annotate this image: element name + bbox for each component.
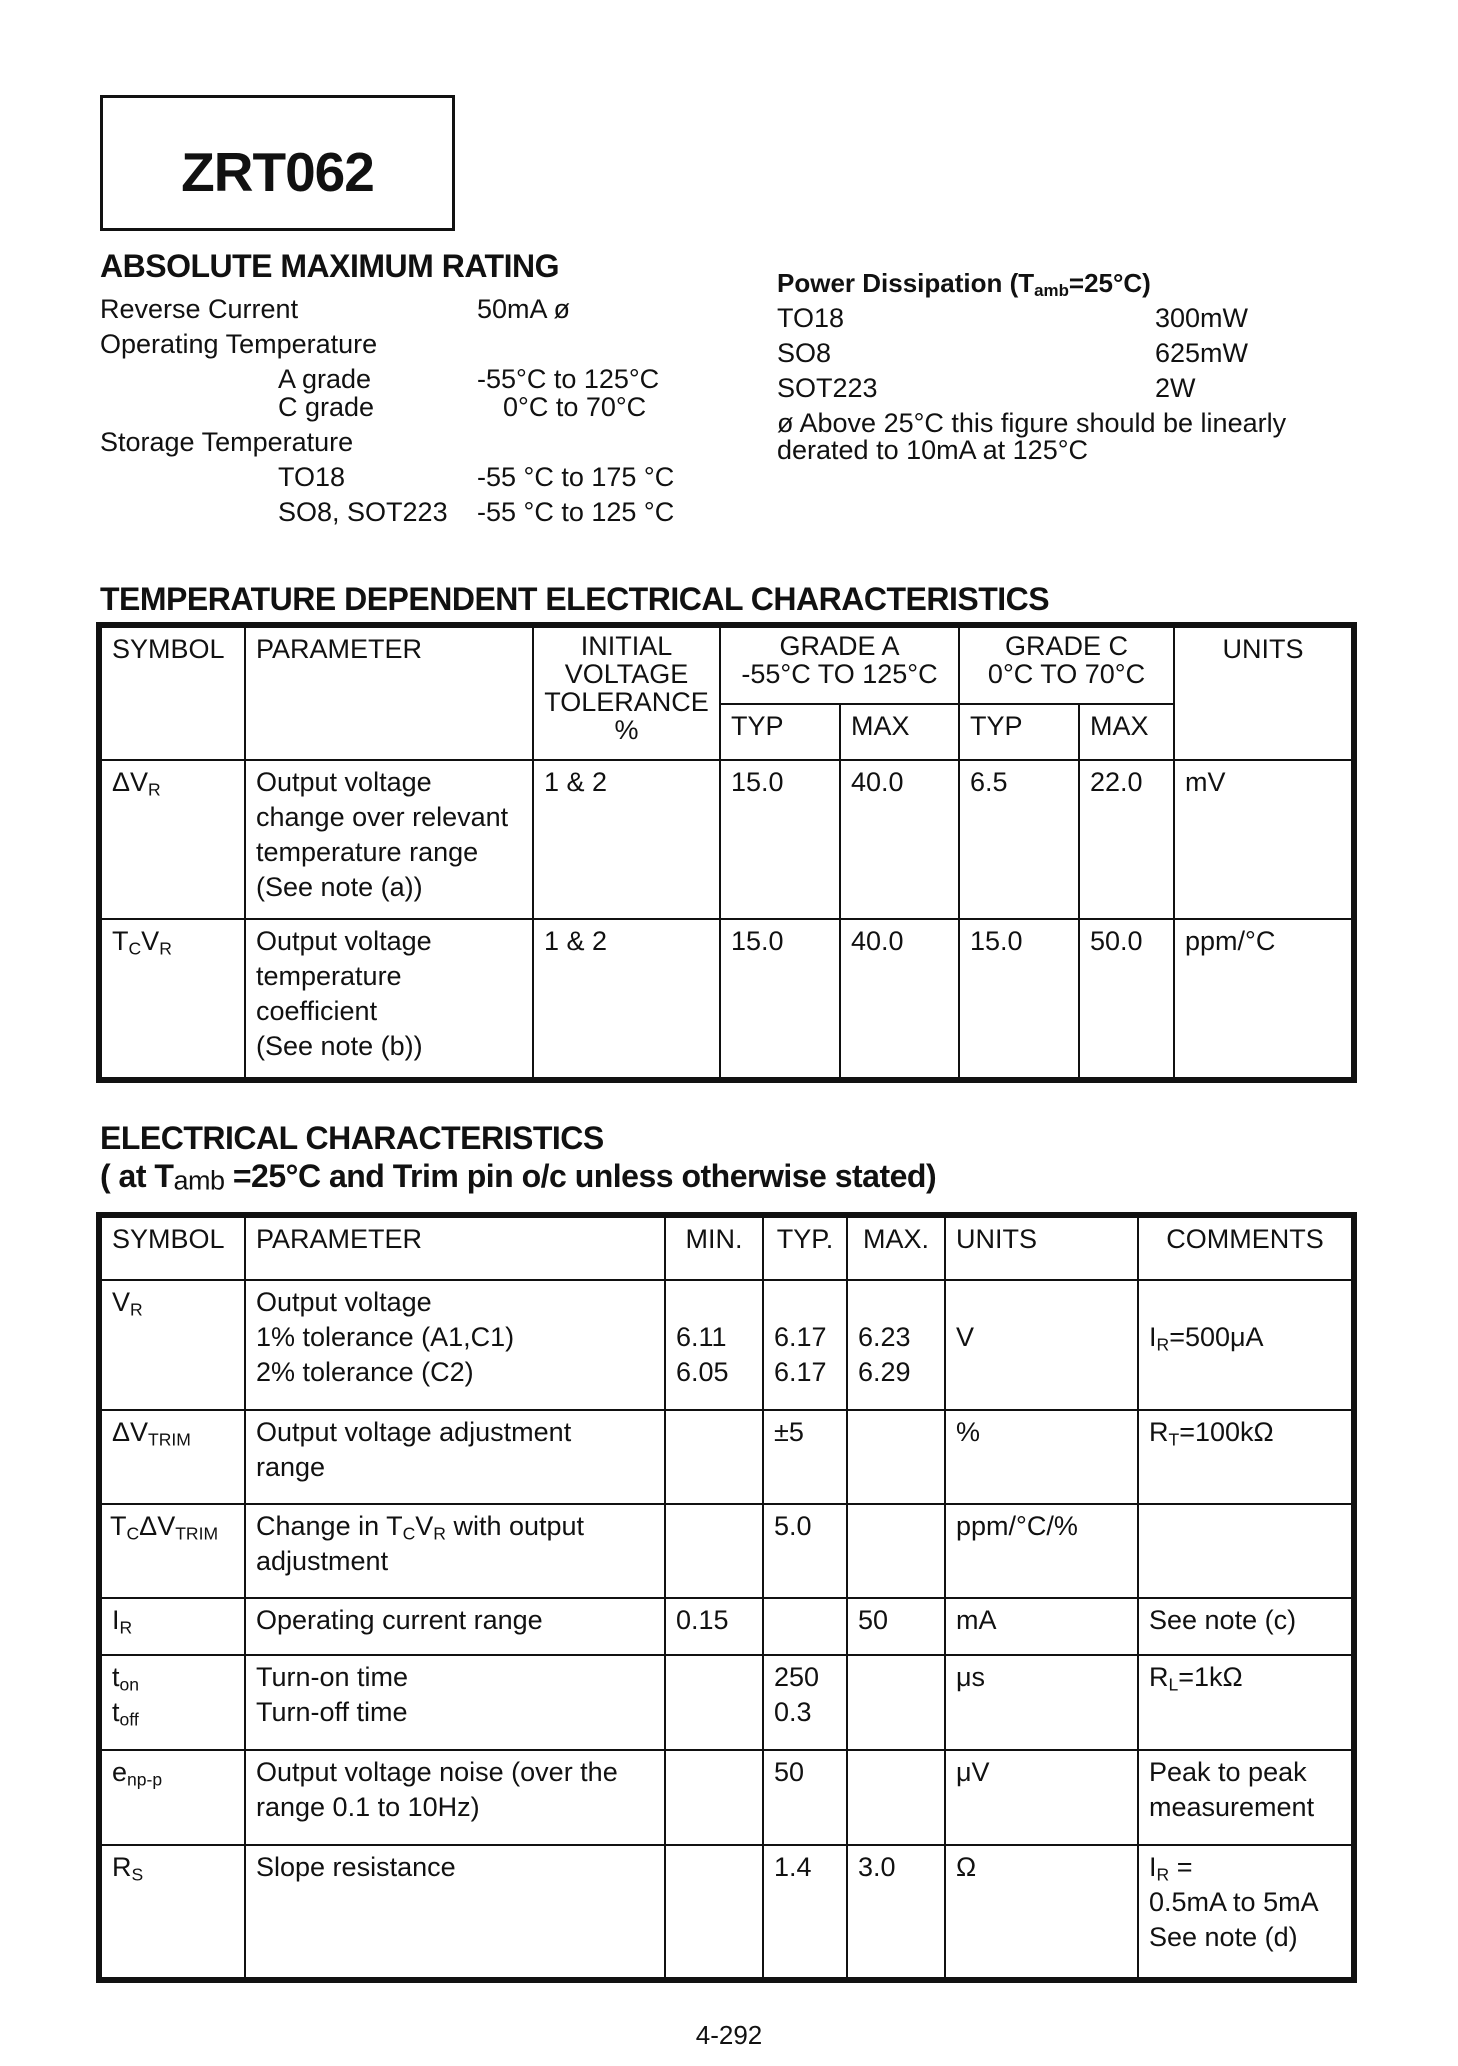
part-number: ZRT062: [181, 141, 374, 203]
power-row-pkg: TO18: [777, 303, 845, 333]
max-cell: [847, 1655, 945, 1750]
value-cell: 6.5: [959, 760, 1079, 919]
header-grade-a-max: MAX: [840, 704, 959, 760]
max-cell: 3.0: [847, 1845, 945, 1978]
symbol-tc-vr: $T_CV_R$: [101, 919, 245, 1078]
symbol-rs: $R_S$: [101, 1845, 245, 1978]
header-grade-a: GRADE A -55°C TO 125°C: [720, 627, 959, 704]
min-cell: [665, 1504, 763, 1598]
temp-table-heading: TEMPERATURE DEPENDENT ELECTRICAL CHARACTERISTICS: [100, 581, 1050, 617]
symbol-delta-vtrim: $\Delta V_{TRIM}$: [101, 1410, 245, 1504]
units-cell: μs: [945, 1655, 1138, 1750]
symbol-tc-delta-vtrim: $T_C\Delta V_{TRIM}$: [101, 1504, 245, 1598]
power-row-val: 300mW: [1155, 303, 1249, 333]
symbol-ir: $I_R$: [101, 1598, 245, 1655]
comment-cell: $R_L=1k\Omega$: [1138, 1655, 1352, 1750]
units-cell: %: [945, 1410, 1138, 1504]
parameter-cell: Operating current range: [245, 1598, 665, 1655]
header-max: MAX.: [847, 1217, 945, 1280]
temp-characteristics-table: [100, 626, 1353, 1079]
comment-cell: $I_R$ = 0.5mA to 5mA See note (d): [1138, 1845, 1352, 1978]
units-cell: ppm/°C/%: [945, 1504, 1138, 1598]
typ-cell: 50: [763, 1750, 847, 1845]
table-row: [101, 1504, 1352, 1598]
comment-cell: $I_R=500\mu A$: [1138, 1280, 1352, 1410]
power-heading: Power Dissipation $(T_{amb}=25^\circ C)$: [777, 268, 1151, 301]
header-grade-a-typ: TYP: [720, 704, 840, 760]
typ-cell: [763, 1598, 847, 1655]
power-row-val: 2W: [1155, 373, 1196, 403]
units-cell: V: [945, 1280, 1138, 1410]
tolerance-cell: 1 & 2: [533, 919, 720, 1078]
table-row: [101, 1750, 1352, 1845]
comment-cell: See note (c): [1138, 1598, 1352, 1655]
header-grade-c: GRADE C 0°C TO 70°C: [959, 627, 1174, 704]
c-grade-label: C grade: [278, 392, 375, 422]
header-parameter: PARAMETER: [245, 1217, 665, 1280]
table-row: [101, 1845, 1352, 1978]
table-row: [101, 1410, 1352, 1504]
units-cell: ppm/°C: [1174, 919, 1352, 1078]
parameter-cell: Output voltage temperature coefficient (See note (b)): [245, 919, 533, 1078]
power-row-val: 625mW: [1155, 338, 1249, 368]
min-cell: [665, 1750, 763, 1845]
value-cell: 22.0: [1079, 760, 1174, 919]
so8-value: -55 °C to 125 °C: [477, 497, 675, 527]
units-cell: Ω: [945, 1845, 1138, 1978]
min-cell: [665, 1655, 763, 1750]
derating-note: ø Above 25°C this figure should be linearly derated to 10mA at 125°C: [777, 408, 1287, 465]
part-number-box: [100, 95, 455, 231]
comment-cell: Peak to peak measurement: [1138, 1750, 1352, 1845]
table-row: [101, 919, 1352, 1078]
parameter-cell: Output voltage adjustment range: [245, 1410, 665, 1504]
operating-temp-label: Operating Temperature: [100, 329, 378, 359]
max-cell: [847, 1750, 945, 1845]
max-cell: 6.23 6.29: [847, 1280, 945, 1410]
c-grade-value: 0°C to 70°C: [503, 392, 647, 422]
page-number: 4-292: [695, 2020, 763, 2050]
power-row-pkg: SO8: [777, 338, 832, 368]
absmax-heading: ABSOLUTE MAXIMUM RATING: [100, 248, 559, 284]
header-tolerance: INITIAL VOLTAGE TOLERANCE %: [533, 627, 720, 760]
power-row-pkg: SOT223: [777, 373, 878, 403]
min-cell: [665, 1410, 763, 1504]
to18-value: -55 °C to 175 °C: [477, 462, 675, 492]
header-symbol: SYMBOL: [101, 1217, 245, 1280]
header-comments: COMMENTS: [1138, 1217, 1352, 1280]
min-cell: 0.15: [665, 1598, 763, 1655]
storage-temp-label: Storage Temperature: [100, 427, 354, 457]
table-row: [101, 1598, 1352, 1655]
value-cell: 15.0: [959, 919, 1079, 1078]
value-cell: 40.0: [840, 919, 959, 1078]
electrical-characteristics-table: [100, 1216, 1353, 1979]
typ-cell: 1.4: [763, 1845, 847, 1978]
to18-label: TO18: [278, 462, 346, 492]
parameter-cell: Output voltage noise (over the range 0.1 to 10Hz): [245, 1750, 665, 1845]
typ-cell: 6.17 6.17: [763, 1280, 847, 1410]
so8-label: SO8, SOT223: [278, 497, 448, 527]
header-grade-c-max: MAX: [1079, 704, 1174, 760]
table-row: [101, 1655, 1352, 1750]
symbol-enpp: $e_{np-p}$: [101, 1750, 245, 1845]
table-row: [101, 760, 1352, 919]
max-cell: [847, 1504, 945, 1598]
units-cell: μV: [945, 1750, 1138, 1845]
parameter-cell: Output voltage 1% tolerance (A1,C1) 2% tolerance (C2): [245, 1280, 665, 1410]
tolerance-cell: 1 & 2: [533, 760, 720, 919]
max-cell: 50: [847, 1598, 945, 1655]
reverse-current-value: 50mA ø: [477, 294, 571, 324]
typ-cell: 5.0: [763, 1504, 847, 1598]
symbol-ton-toff: $t_{on}$ $t_{off}$: [101, 1655, 245, 1750]
value-cell: 15.0: [720, 760, 840, 919]
reverse-current-label: Reverse Current: [100, 294, 299, 324]
min-cell: 6.11 6.05: [665, 1280, 763, 1410]
parameter-cell: Turn-on time Turn-off time: [245, 1655, 665, 1750]
typ-cell: 250 0.3: [763, 1655, 847, 1750]
parameter-cell: Change in $T_CV_R$ with output adjustment: [245, 1504, 665, 1598]
min-cell: [665, 1845, 763, 1978]
header-units: UNITS: [945, 1217, 1138, 1280]
header-symbol: SYMBOL: [101, 627, 245, 760]
parameter-cell: Slope resistance: [245, 1845, 665, 1978]
header-units: UNITS: [1174, 627, 1352, 760]
header-typ: TYP.: [763, 1217, 847, 1280]
value-cell: 50.0: [1079, 919, 1174, 1078]
comment-cell: $R_T=100k\Omega$: [1138, 1410, 1352, 1504]
table-row: [101, 1280, 1352, 1410]
symbol-vr: $V_R$: [101, 1280, 245, 1410]
symbol-delta-vr: $\Delta V_R$: [101, 760, 245, 919]
elec-subheading: ( at $T_{amb} =25^\circ C$ and Trim pin o/c unless otherwise stated): [100, 1158, 937, 1196]
max-cell: [847, 1410, 945, 1504]
units-cell: mV: [1174, 760, 1352, 919]
parameter-cell: Output voltage change over relevant temperature range (See note (a)): [245, 760, 533, 919]
typ-cell: ±5: [763, 1410, 847, 1504]
a-grade-label: A grade: [278, 364, 372, 394]
units-cell: mA: [945, 1598, 1138, 1655]
header-grade-c-typ: TYP: [959, 704, 1079, 760]
value-cell: 15.0: [720, 919, 840, 1078]
value-cell: 40.0: [840, 760, 959, 919]
header-min: MIN.: [665, 1217, 763, 1280]
a-grade-value: -55°C to 125°C: [477, 364, 660, 394]
comment-cell: [1138, 1504, 1352, 1598]
header-parameter: PARAMETER: [245, 627, 533, 760]
elec-heading: ELECTRICAL CHARACTERISTICS: [100, 1120, 604, 1156]
